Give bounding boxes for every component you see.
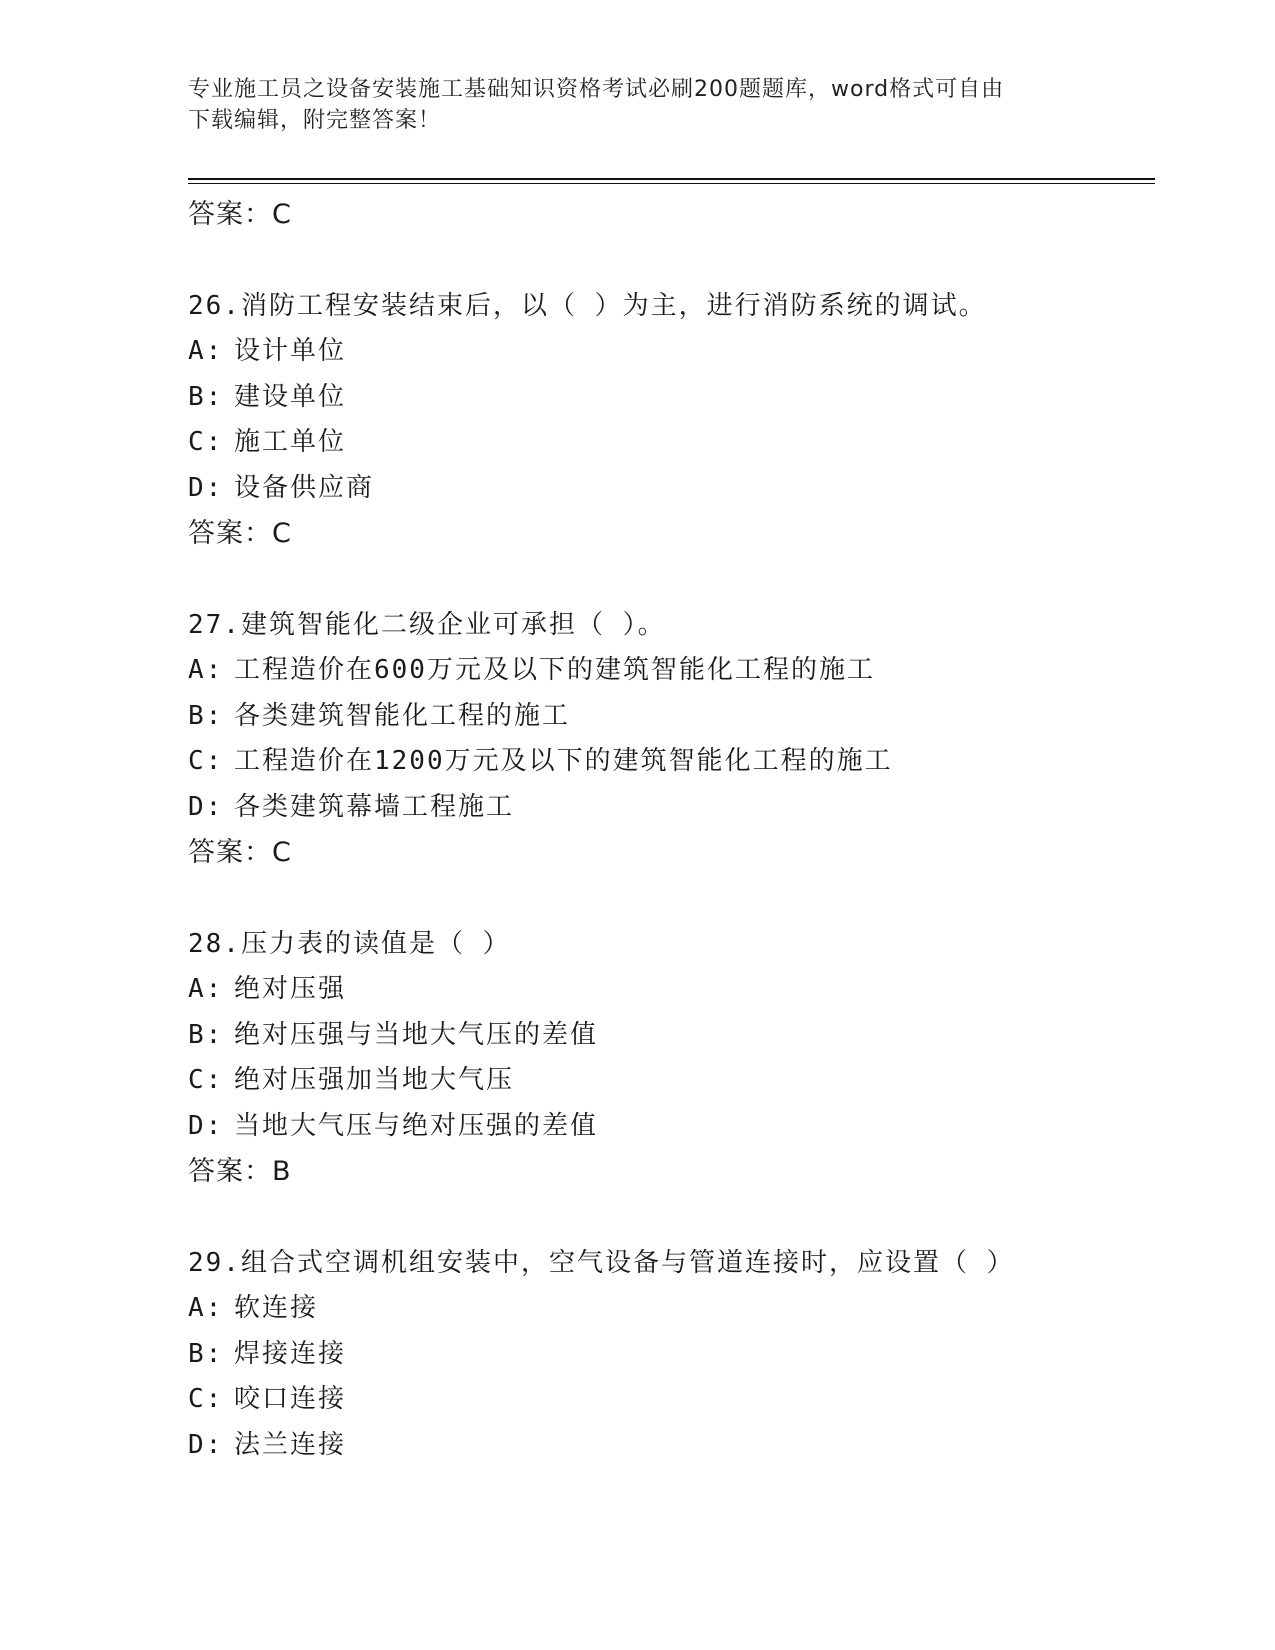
option-text: 咬口连接 [234, 1384, 347, 1414]
option-letter: C: [188, 1384, 224, 1414]
option-text: 工程造价在1200万元及以下的建筑智能化工程的施工 [234, 746, 893, 776]
option-c [188, 1058, 1148, 1104]
option-b [188, 375, 1148, 421]
option-d [188, 785, 1148, 831]
option-letter: A: [188, 655, 224, 685]
question-29 [188, 1241, 1148, 1469]
option-a [188, 1286, 1148, 1332]
option-c [188, 1377, 1148, 1423]
option-text: 当地大气压与绝对压强的差值 [234, 1110, 599, 1141]
header-divider-thick [188, 178, 1155, 180]
option-letter: B: [188, 1019, 224, 1050]
option-letter: B: [188, 700, 224, 731]
spacer [188, 557, 1148, 603]
option-letter: C: [188, 1065, 224, 1095]
option-a [188, 329, 1148, 375]
header-line-2: 下载编辑，附完整答案！ [188, 108, 442, 133]
option-text: 设备供应商 [234, 472, 375, 503]
option-d [188, 1423, 1148, 1469]
question-stem: 29.组合式空调机组安装中，空气设备与管道连接时，应设置（ ） [188, 1247, 1015, 1278]
question-list [188, 192, 1148, 1468]
option-a [188, 648, 1148, 694]
option-letter: D: [188, 472, 224, 503]
option-c [188, 739, 1148, 785]
option-letter: A: [188, 974, 224, 1004]
question-stem: 26.消防工程安装结束后，以（ ）为主，进行消防系统的调试。 [188, 290, 987, 321]
question-stem: 27.建筑智能化二级企业可承担（ ）。 [188, 609, 666, 640]
option-letter: A: [188, 1293, 224, 1323]
spacer [188, 238, 1148, 284]
spacer [188, 876, 1148, 922]
option-letter: C: [188, 746, 224, 776]
question-28 [188, 922, 1148, 1195]
question-26 [188, 284, 1148, 557]
option-text: 工程造价在600万元及以下的建筑智能化工程的施工 [234, 655, 875, 685]
option-d [188, 1104, 1148, 1150]
option-text: 法兰连接 [234, 1429, 347, 1460]
option-a [188, 967, 1148, 1013]
option-text: 各类建筑幕墙工程施工 [234, 791, 515, 822]
option-text: 设计单位 [234, 336, 347, 366]
option-text: 施工单位 [234, 427, 347, 457]
previous-answer: 答案：C [188, 199, 292, 230]
option-letter: A: [188, 336, 224, 366]
option-d [188, 466, 1148, 512]
option-text: 建设单位 [234, 381, 347, 412]
spacer [188, 1195, 1148, 1241]
option-c [188, 420, 1148, 466]
option-text: 焊接连接 [234, 1338, 347, 1369]
option-text: 各类建筑智能化工程的施工 [234, 700, 571, 731]
option-b [188, 1013, 1148, 1059]
option-text: 绝对压强加当地大气压 [234, 1065, 515, 1095]
header-divider-thin [188, 183, 1155, 184]
option-text: 绝对压强 [234, 974, 347, 1004]
answer: 答案：C [188, 837, 292, 868]
option-b [188, 1332, 1148, 1378]
question-stem: 28.压力表的读值是（ ） [188, 928, 511, 959]
option-text: 软连接 [234, 1293, 319, 1323]
option-letter: D: [188, 1429, 224, 1460]
answer: 答案：C [188, 518, 292, 549]
document-header [188, 74, 1088, 136]
option-letter: B: [188, 1338, 224, 1369]
option-letter: C: [188, 427, 224, 457]
option-text: 绝对压强与当地大气压的差值 [234, 1019, 599, 1050]
header-line-1: 专业施工员之设备安装施工基础知识资格考试必刷200题题库，word格式可自由 [188, 77, 1005, 102]
option-b [188, 694, 1148, 740]
question-27 [188, 603, 1148, 876]
option-letter: D: [188, 791, 224, 822]
answer: 答案：B [188, 1156, 292, 1187]
option-letter: B: [188, 381, 224, 412]
option-letter: D: [188, 1110, 224, 1141]
